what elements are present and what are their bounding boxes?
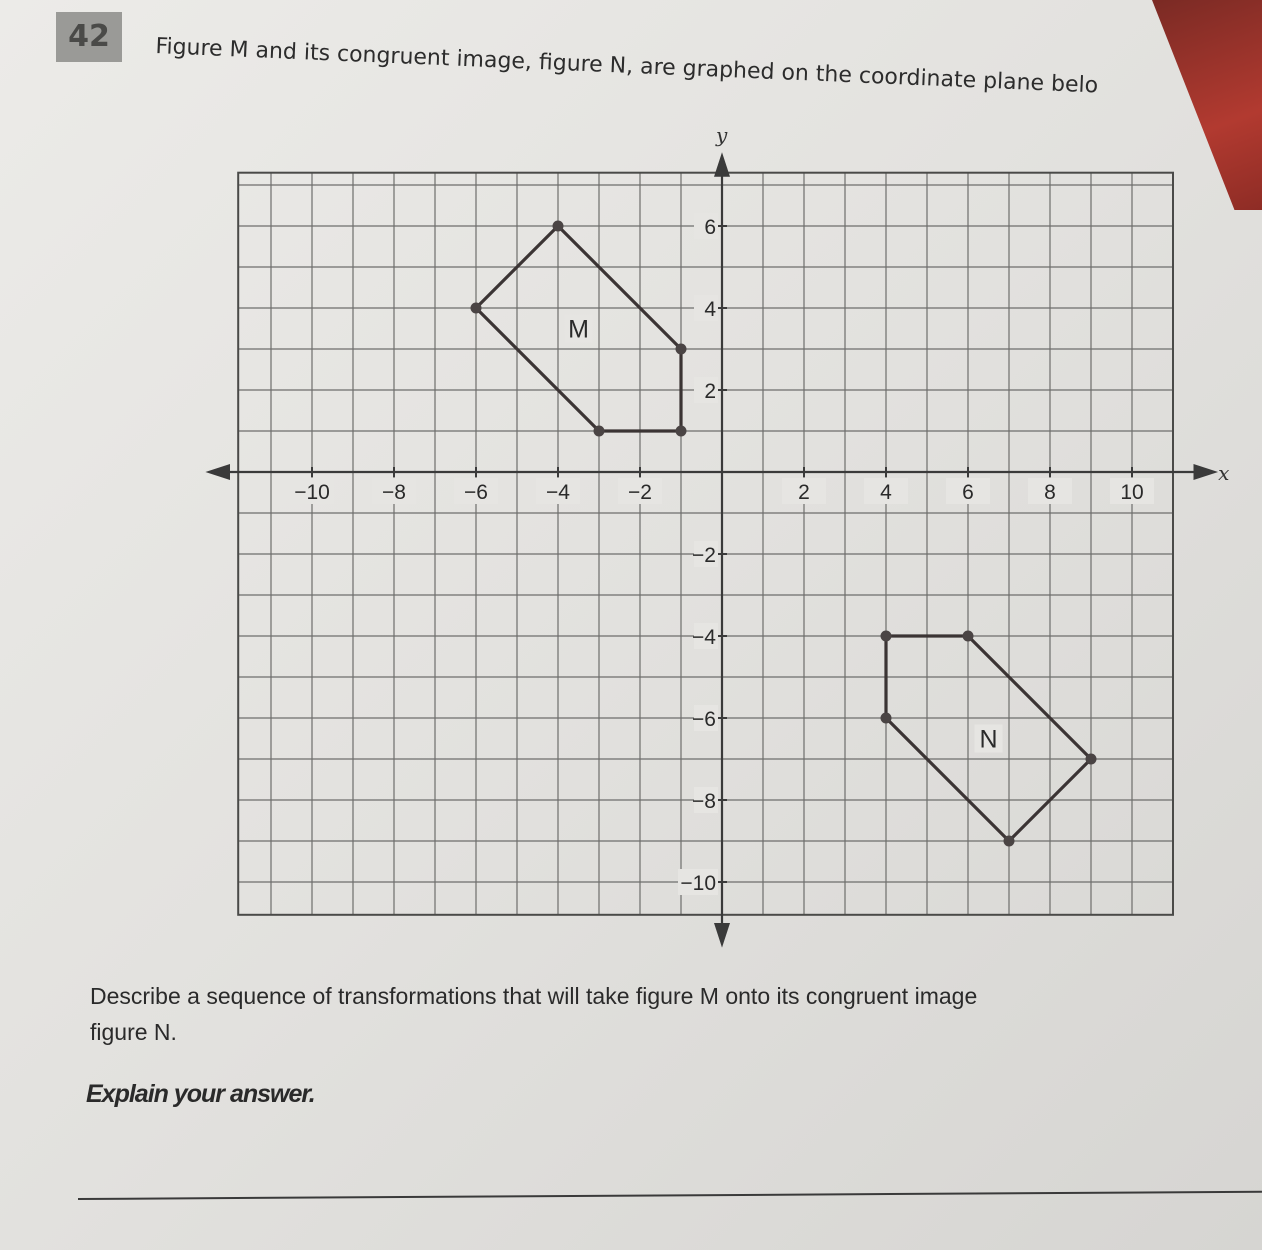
figure-n-label: N — [979, 725, 998, 754]
y-axis-up-arrow-icon — [714, 152, 730, 177]
y-tick-label: −10 — [680, 872, 716, 895]
figure-n-vertex — [881, 713, 892, 724]
x-tick-label: 2 — [798, 481, 810, 504]
figure-m-vertex — [471, 303, 482, 314]
x-axis-left-arrow-icon — [205, 464, 230, 480]
figure-m-vertex — [676, 426, 687, 437]
figure-n-vertex — [1004, 836, 1015, 847]
x-axis-label: x — [1218, 461, 1230, 485]
y-tick-label: 6 — [704, 216, 716, 239]
explain-prompt: Explain your answer. — [86, 1080, 315, 1108]
figure-n-vertex — [963, 631, 974, 642]
y-tick-label: −2 — [692, 544, 716, 567]
x-tick-label: −6 — [464, 481, 488, 504]
y-axis-down-arrow-icon — [714, 923, 730, 948]
x-axis-right-arrow-icon — [1194, 464, 1219, 480]
y-axis-label: y — [716, 122, 728, 147]
y-tick-label: 2 — [704, 380, 716, 403]
figure-n-vertex — [881, 631, 892, 642]
x-tick-label: −2 — [628, 481, 652, 504]
describe-instruction-line2: figure N. — [90, 1019, 177, 1045]
x-tick-label: −10 — [294, 481, 330, 504]
axes — [205, 123, 1229, 948]
y-tick-label: 4 — [704, 298, 716, 321]
y-tick-label: −8 — [692, 790, 716, 813]
x-tick-label: 6 — [962, 481, 974, 504]
figures — [471, 221, 1097, 847]
question-number: 42 — [56, 12, 122, 62]
x-tick-label: −4 — [546, 481, 570, 504]
answer-line[interactable] — [78, 1191, 1262, 1200]
y-tick-label: −6 — [692, 708, 716, 731]
x-tick-label: −8 — [382, 481, 406, 504]
y-tick-label: −4 — [692, 626, 716, 649]
question-prompt: Figure M and its congruent image, figure N, are graphed on the coordinate plane belo — [154, 34, 1099, 99]
figure-m-vertex — [676, 344, 687, 355]
figure-n-vertex — [1086, 754, 1097, 765]
figure-m-label: M — [568, 315, 589, 344]
x-tick-label: 4 — [880, 481, 892, 504]
figure-m-vertex — [594, 426, 605, 437]
x-tick-label: 8 — [1044, 481, 1056, 504]
figure-m-vertex — [553, 221, 564, 232]
x-tick-label: 10 — [1120, 481, 1144, 504]
describe-instruction-line1: Describe a sequence of transformations that will take figure M onto its congruent image — [90, 983, 978, 1009]
